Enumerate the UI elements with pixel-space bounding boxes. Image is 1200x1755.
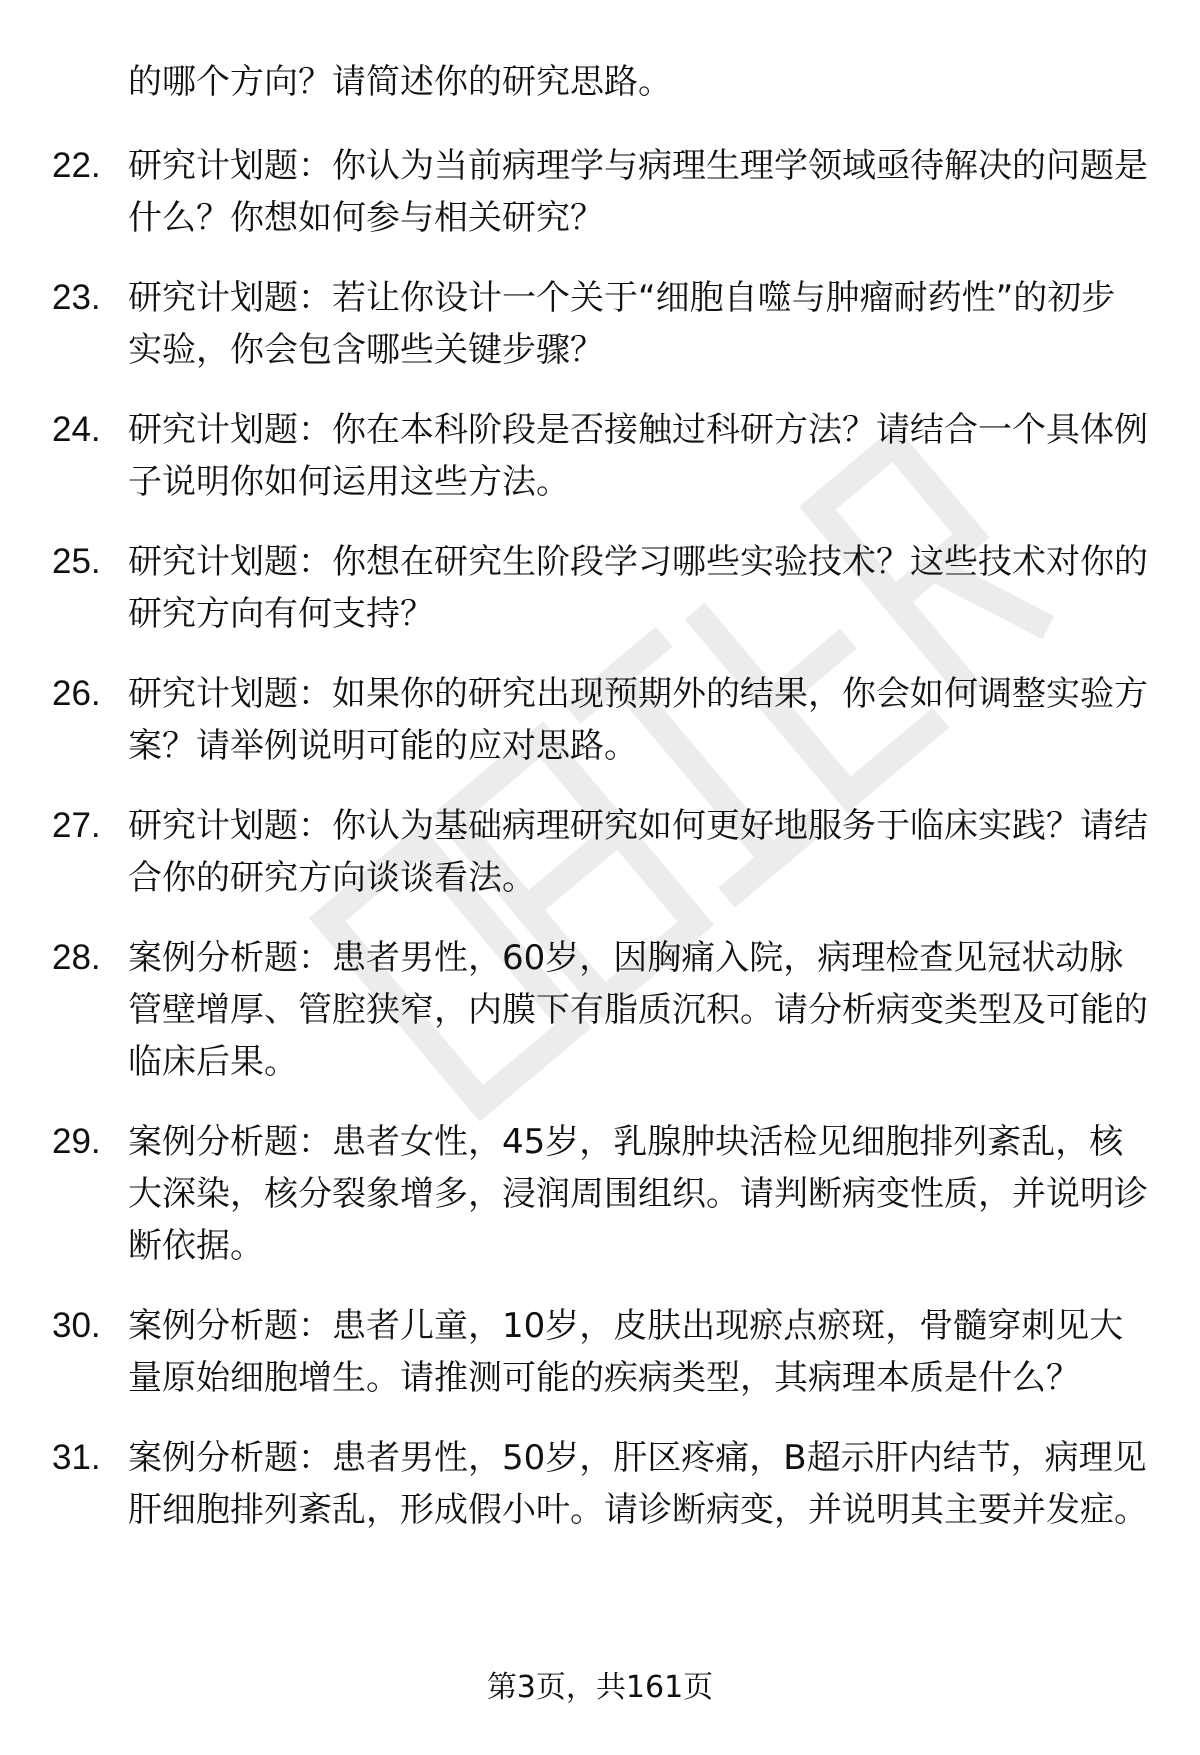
- question-number: 22.: [52, 146, 101, 185]
- question-number: 28.: [52, 938, 101, 977]
- question-list: [0, 140, 1200, 1564]
- question-item: [0, 668, 1200, 772]
- question-number: 31.: [52, 1438, 101, 1477]
- question-text: 研究计划题：你认为当前病理学与病理生理学领域亟待解决的问题是什么？你想如何参与相关研究？: [128, 146, 1148, 238]
- question-item: [0, 536, 1200, 640]
- question-number: 27.: [52, 806, 101, 845]
- question-text: 研究计划题：你在本科阶段是否接触过科研方法？请结合一个具体例子说明你如何运用这些方法。: [128, 410, 1148, 502]
- question-text: 案例分析题：患者男性，50岁，肝区疼痛，B超示肝内结节，病理见肝细胞排列紊乱，形成假小叶。请诊断病变，并说明其主要并发症。: [128, 1438, 1148, 1530]
- question-number: 26.: [52, 674, 101, 713]
- question-item: [0, 140, 1200, 244]
- question-text: 研究计划题：若让你设计一个关于“细胞自噬与肿瘤耐药性”的初步实验，你会包含哪些关键步骤？: [128, 278, 1116, 370]
- question-item: [0, 932, 1200, 1088]
- question-number: 29.: [52, 1122, 101, 1161]
- question-item: [0, 404, 1200, 508]
- page-footer: 第3页，共161页: [486, 1670, 714, 1705]
- question-text: 研究计划题：如果你的研究出现预期外的结果，你会如何调整实验方案？请举例说明可能的应对思路。: [128, 674, 1148, 766]
- intro-line: 的哪个方向？请简述你的研究思路。: [128, 62, 672, 102]
- question-item: [0, 1116, 1200, 1272]
- question-item: [0, 1432, 1200, 1536]
- question-item: [0, 1300, 1200, 1404]
- question-number: 25.: [52, 542, 101, 581]
- question-item: [0, 800, 1200, 904]
- question-number: 30.: [52, 1306, 101, 1345]
- question-text: 研究计划题：你想在研究生阶段学习哪些实验技术？这些技术对你的研究方向有何支持？: [128, 542, 1148, 634]
- question-text: 案例分析题：患者儿童，10岁，皮肤出现瘀点瘀斑，骨髓穿刺见大量原始细胞增生。请推测可能的疾病类型，其病理本质是什么？: [128, 1306, 1124, 1398]
- question-text: 研究计划题：你认为基础病理研究如何更好地服务于临床实践？请结合你的研究方向谈谈看法。: [128, 806, 1148, 898]
- question-text: 案例分析题：患者男性，60岁，因胸痛入院，病理检查见冠状动脉管壁增厚、管腔狭窄，内膜下有脂质沉积。请分析病变类型及可能的临床后果。: [128, 938, 1148, 1082]
- question-text: 案例分析题：患者女性，45岁，乳腺肿块活检见细胞排列紊乱，核大深染，核分裂象增多，浸润周围组织。请判断病变性质，并说明诊断依据。: [128, 1122, 1148, 1266]
- question-number: 23.: [52, 278, 101, 317]
- question-number: 24.: [52, 410, 101, 449]
- question-item: [0, 272, 1200, 376]
